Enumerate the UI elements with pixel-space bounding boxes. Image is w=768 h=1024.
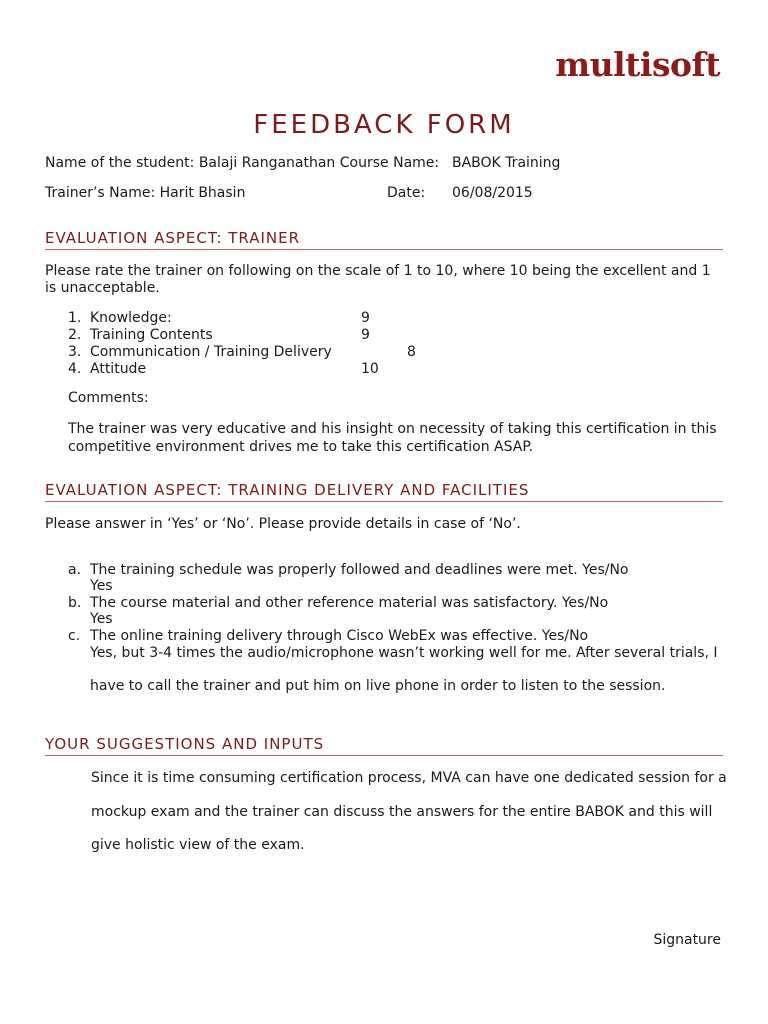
section-heading-trainer: EVALUATION ASPECT: TRAINER: [45, 229, 723, 250]
trainer-label: Trainer’s Name:: [45, 185, 156, 201]
answer-text-continued: have to call the trainer and put him on live phone in order to listen to the session.: [90, 678, 666, 694]
answer-text: Yes: [90, 578, 113, 594]
rating-score: 10: [361, 361, 379, 377]
list-letter: a.: [68, 562, 82, 578]
ratings-list: [68, 310, 468, 380]
rating-label: Communication / Training Delivery: [90, 344, 332, 360]
list-letter: b.: [68, 595, 82, 611]
answer-text: Yes, but 3-4 times the audio/microphone wasn’t working well for me. After several trials, I: [90, 645, 718, 661]
comments-text: The trainer was very educative and his insight on necessity of taking this certification in this competitive environment drives me to take this certification ASAP.: [68, 421, 717, 455]
rating-number: 3.: [68, 344, 82, 360]
list-letter: c.: [68, 628, 81, 644]
rating-label: Training Contents: [90, 327, 213, 343]
delivery-instructions: Please answer in ‘Yes’ or ‘No’. Please provide details in case of ‘No’.: [45, 516, 521, 532]
section-heading-suggestions: YOUR SUGGESTIONS AND INPUTS: [45, 735, 723, 756]
question-text: The course material and other reference material was satisfactory. Yes/No: [90, 595, 609, 611]
form-title: FEEDBACK FORM: [253, 110, 515, 140]
rating-score: 9: [361, 327, 370, 343]
student-label: Name of the student:: [45, 155, 195, 171]
rating-label: Knowledge:: [90, 310, 172, 326]
student-name-row: [45, 155, 439, 172]
section-heading-delivery: EVALUATION ASPECT: TRAINING DELIVERY AND FACILITIES: [45, 481, 723, 502]
rating-number: 2.: [68, 327, 82, 343]
trainer-name-row: [45, 185, 245, 202]
suggestion-line: give holistic view of the exam.: [91, 837, 305, 853]
signature-label: Signature: [653, 932, 721, 948]
date-value: 06/08/2015: [452, 185, 533, 201]
rating-score: 8: [407, 344, 416, 360]
multisoft-logo: multisoft: [555, 45, 720, 84]
comments-label: Comments:: [68, 390, 149, 406]
rating-score: 9: [361, 310, 370, 326]
course-label: Course Name:: [339, 155, 440, 171]
date-label: Date:: [387, 185, 426, 201]
rating-number: 4.: [68, 361, 82, 377]
question-text: The training schedule was properly followed and deadlines were met. Yes/No: [90, 562, 629, 578]
student-name: Balaji Ranganathan: [198, 155, 336, 171]
rating-number: 1.: [68, 310, 82, 326]
trainer-instructions: Please rate the trainer on following on the scale of 1 to 10, where 10 being the excellent and 1 is unacceptable.: [45, 263, 711, 296]
suggestion-line: Since it is time consuming certification process, MVA can have one dedicated session for a: [91, 770, 727, 786]
answer-text: Yes: [90, 611, 113, 627]
suggestion-line: mockup exam and the trainer can discuss the answers for the entire BABOK and this will: [91, 804, 713, 820]
trainer-name: Harit Bhasin: [159, 185, 246, 201]
rating-label: Attitude: [90, 361, 147, 377]
question-text: The online training delivery through Cisco WebEx was effective. Yes/No: [90, 628, 589, 644]
course-name: BABOK Training: [452, 155, 561, 171]
